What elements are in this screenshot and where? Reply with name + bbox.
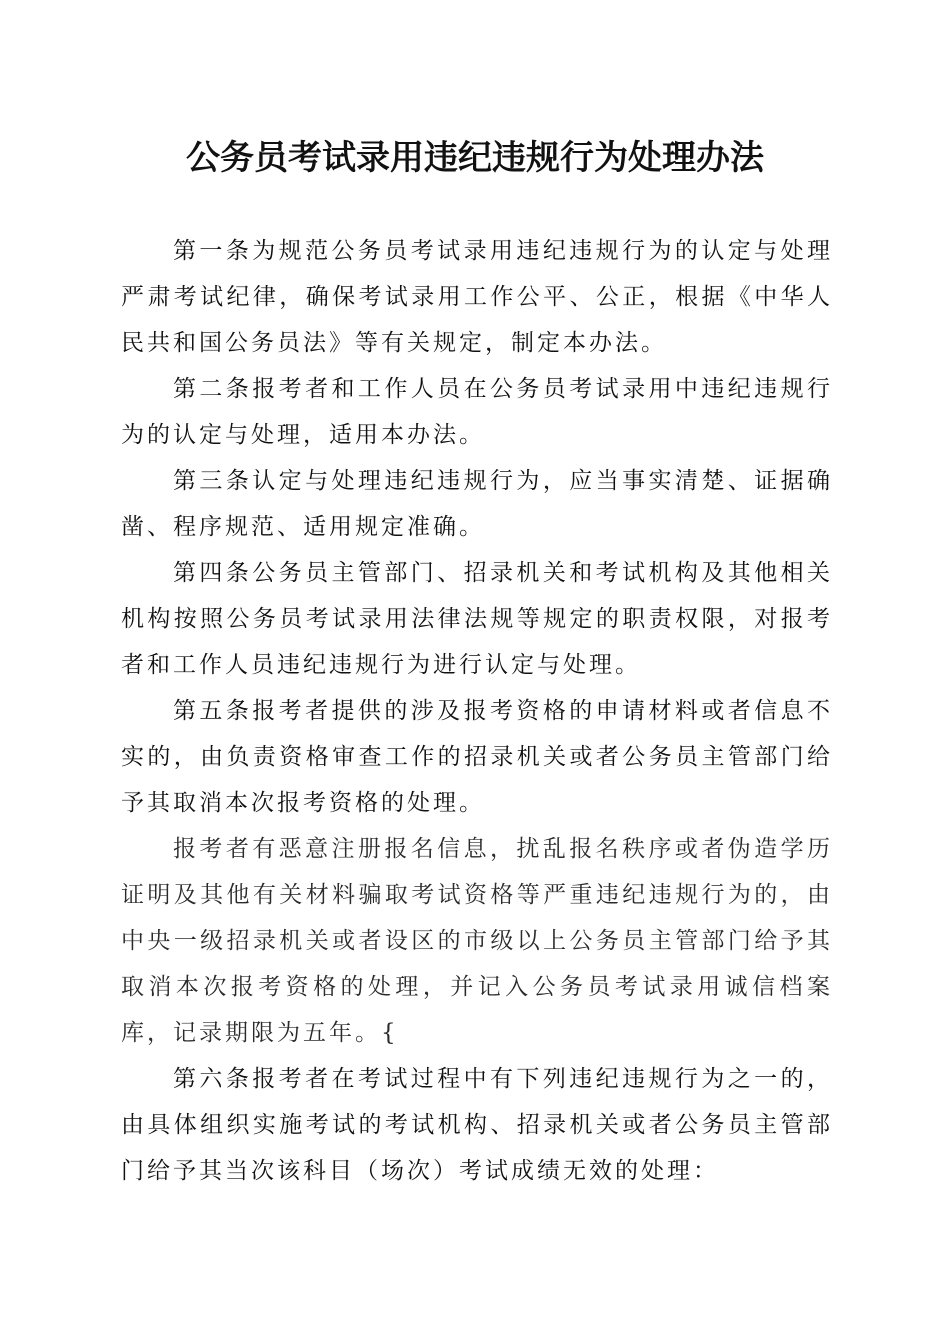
document-title: 公务员考试录用违纪违规行为处理办法 [186, 138, 764, 178]
article-5-supplement-paragraph: 报考者有恶意注册报名信息，扰乱报名秩序或者伪造学历证明及其他有关材料骗取考试资格等严重违纪违规行为的，由中央一级招录机关或者设区的市级以上公务员主管部门给予其取消本次报考资格的处理，并记入公务员考试录用诚信档案库，记录期限为五年。{ [121, 836, 833, 1046]
article-2-paragraph: 第二条报考者和工作人员在公务员考试录用中违纪违规行为的认定与处理，适用本办法。 [121, 376, 833, 448]
document-body [121, 228, 833, 1194]
article-4-paragraph: 第四条公务员主管部门、招录机关和考试机构及其他相关机构按照公务员考试录用法律法规等规定的职责权限，对报考者和工作人员违纪违规行为进行认定与处理。 [121, 560, 833, 678]
article-1-paragraph: 第一条为规范公务员考试录用违纪违规行为的认定与处理严肃考试纪律，确保考试录用工作公平、公正，根据《中华人民共和国公务员法》等有关规定，制定本办法。 [121, 238, 833, 356]
article-5-paragraph: 第五条报考者提供的涉及报考资格的申请材料或者信息不实的，由负责资格审查工作的招录机关或者公务员主管部门给予其取消本次报考资格的处理。 [121, 698, 833, 816]
article-3-paragraph: 第三条认定与处理违纪违规行为，应当事实清楚、证据确凿、程序规范、适用规定准确。 [121, 468, 833, 540]
article-6-paragraph: 第六条报考者在考试过程中有下列违纪违规行为之一的，由具体组织实施考试的考试机构、招录机关或者公务员主管部门给予其当次该科目（场次）考试成绩无效的处理： [121, 1066, 833, 1184]
